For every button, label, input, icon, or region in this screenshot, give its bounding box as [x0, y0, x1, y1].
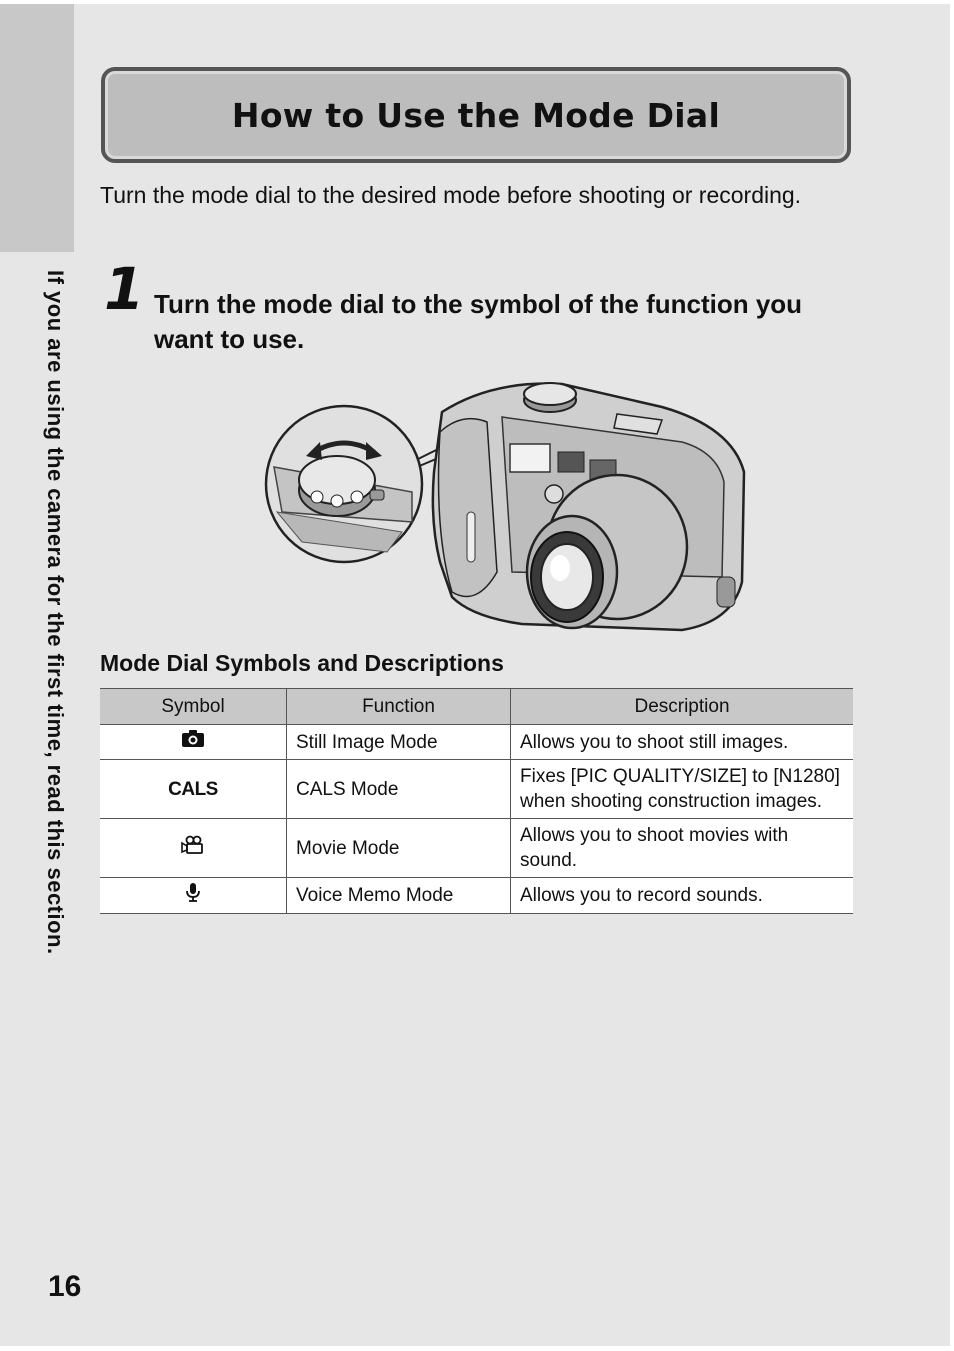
table-row	[100, 819, 853, 878]
mode-table	[100, 688, 853, 914]
camera-body	[433, 383, 744, 630]
movie-camera-icon	[180, 835, 206, 855]
symbol-cell	[100, 760, 287, 819]
description-cell: Allows you to shoot still images.	[511, 725, 854, 760]
side-tab	[0, 4, 74, 252]
page-title: How to Use the Mode Dial	[231, 95, 721, 135]
table-row	[100, 760, 853, 819]
function-cell: CALS Mode	[287, 760, 511, 819]
header-description: Description	[511, 689, 854, 725]
function-cell: Still Image Mode	[287, 725, 511, 760]
table-row	[100, 878, 853, 914]
microphone-icon	[185, 882, 201, 902]
camera-illustration	[262, 372, 752, 637]
function-cell: Voice Memo Mode	[287, 878, 511, 914]
table-title: Mode Dial Symbols and Descriptions	[100, 650, 504, 676]
cals-symbol: CALS	[168, 778, 218, 800]
page-number: 16	[48, 1270, 82, 1303]
description-cell: Fixes [PIC QUALITY/SIZE] to [N1280] when shooting construction images.	[511, 760, 854, 819]
camera-icon	[181, 729, 205, 748]
manual-page	[0, 4, 950, 1346]
symbol-cell	[100, 725, 287, 760]
title-box	[101, 67, 851, 163]
step-number: 1	[104, 255, 145, 323]
header-function: Function	[287, 689, 511, 725]
function-cell: Movie Mode	[287, 819, 511, 878]
description-cell: Allows you to record sounds.	[511, 878, 854, 914]
intro-text: Turn the mode dial to the desired mode before shooting or recording.	[100, 182, 802, 208]
side-label: If you are using the camera for the first time, read this section.	[43, 270, 68, 955]
mode-dial-closeup	[266, 406, 422, 562]
symbol-cell	[100, 878, 287, 914]
header-symbol: Symbol	[100, 689, 287, 725]
symbol-cell	[100, 819, 287, 878]
table-header-row	[100, 689, 853, 725]
description-cell: Allows you to shoot movies with sound.	[511, 819, 854, 878]
step-instruction: Turn the mode dial to the symbol of the function you want to use.	[154, 289, 803, 354]
table-row	[100, 725, 853, 760]
